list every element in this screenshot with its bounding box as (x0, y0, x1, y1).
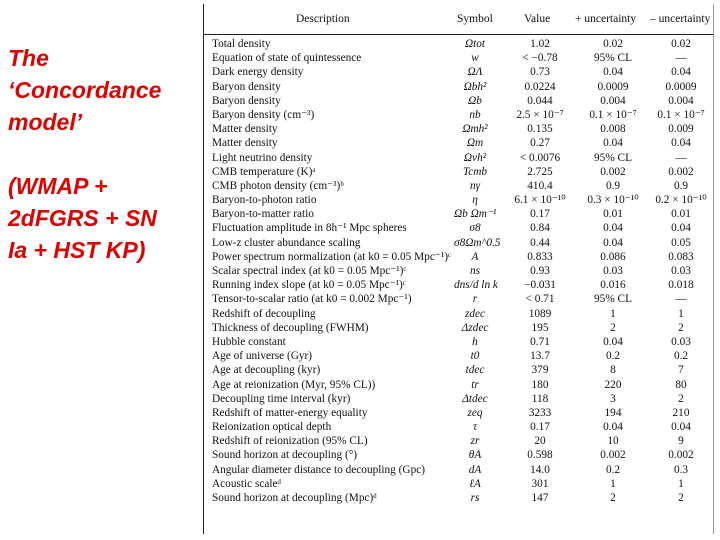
cell-description: Age at decoupling (kyr) (212, 364, 321, 377)
table-row (204, 136, 713, 150)
cell-minus: 0.009 (668, 123, 694, 136)
cell-minus: 0.04 (671, 222, 691, 235)
cell-minus: 0.9 (673, 179, 689, 192)
cell-symbol: Δtdec (462, 392, 488, 405)
table-row (204, 221, 713, 235)
cell-plus: 0.1 × 10⁻⁷ (589, 108, 637, 121)
cell-description: CMB photon density (cm⁻³)ᵇ (212, 179, 344, 192)
cell-symbol: zr (470, 435, 480, 448)
cell-symbol: Δzdec (461, 321, 489, 334)
subtitle-line: 2dFGRS + SN (8, 205, 157, 231)
cell-symbol: Ωb Ωm⁻¹ (454, 208, 497, 221)
cell-value: 0.71 (530, 335, 550, 348)
cell-value: 0.0224 (524, 80, 556, 93)
cell-symbol: dA (468, 463, 482, 476)
cell-description: Redshift of matter-energy equality (212, 406, 368, 419)
table-row (204, 250, 713, 264)
cell-description: Low-z cluster abundance scaling (212, 236, 361, 249)
cell-description: Reionization optical depth (212, 421, 332, 434)
cell-plus: 0.004 (600, 94, 626, 107)
cell-plus: 0.04 (603, 335, 623, 348)
cell-minus: 0.04 (671, 137, 691, 150)
table-row (204, 335, 713, 349)
cell-plus: 2 (610, 492, 616, 504)
cell-minus: 0.2 (673, 350, 689, 363)
cell-description: Matter density (212, 123, 278, 136)
cell-plus: 95% CL (594, 151, 632, 164)
table-row (204, 491, 713, 505)
cell-plus: 95% CL (594, 293, 632, 306)
header-minus-uncertainty: – uncertainty (650, 13, 711, 25)
cell-symbol: Ωtot (464, 38, 486, 50)
cell-minus: 1 (678, 477, 684, 490)
cell-value: 0.84 (530, 222, 550, 235)
cell-minus: 0.03 (671, 265, 691, 277)
cell-value: 0.44 (530, 236, 550, 249)
table-body (204, 37, 713, 505)
cell-minus: 0.3 (673, 463, 689, 476)
cell-description: Thickness of decoupling (FWHM) (212, 321, 369, 334)
cell-plus: 0.02 (603, 38, 623, 50)
table-row (204, 151, 713, 165)
table-row (204, 179, 713, 193)
cell-plus: 0.0009 (597, 80, 629, 93)
cell-plus: 0.002 (600, 165, 626, 178)
cell-description: Power spectrum normalization (at k0 = 0.05 Mpc⁻¹)ᶜ (212, 250, 451, 263)
cell-minus: 0.04 (671, 66, 691, 79)
cell-description: Matter density (212, 137, 278, 150)
cell-plus: 0.086 (600, 250, 626, 263)
cell-description: Hubble constant (212, 335, 286, 348)
cell-description: Fluctuation amplitude in 8h⁻¹ Mpc spheres (212, 222, 407, 235)
header-plus-uncertainty: + uncertainty (575, 13, 637, 25)
cell-plus: 95% CL (594, 52, 632, 65)
cell-minus: 0.04 (671, 421, 691, 434)
table-row (204, 406, 713, 420)
cell-minus: — (675, 151, 687, 164)
cell-symbol: zdec (464, 307, 486, 320)
table-row (204, 463, 713, 477)
cell-description: Sound horizon at decoupling (°) (212, 449, 358, 462)
table-row (204, 65, 713, 79)
cell-description: Baryon density (212, 94, 281, 107)
cell-plus: 0.03 (603, 265, 623, 277)
cell-description: Running index slope (at k0 = 0.05 Mpc⁻¹)ᶜ (212, 279, 406, 292)
cell-minus: 2 (678, 392, 684, 405)
cell-symbol: σ8 (469, 222, 481, 235)
cell-value: 0.73 (530, 66, 550, 79)
cell-value: 2.5 × 10⁻⁷ (516, 108, 564, 121)
cell-symbol: t0 (470, 350, 480, 363)
cell-plus: 0.04 (603, 236, 623, 249)
cell-plus: 3 (610, 392, 616, 405)
cell-minus: 80 (675, 378, 687, 391)
cell-minus: 7 (678, 364, 684, 377)
cell-symbol: ns (469, 265, 481, 277)
cell-plus: 0.016 (600, 279, 626, 292)
cell-description: Age of universe (Gyr) (212, 350, 313, 363)
cell-symbol: zeq (467, 406, 483, 419)
cell-value: 0.17 (530, 208, 550, 221)
table-row (204, 434, 713, 448)
cell-plus: 0.2 (605, 463, 621, 476)
table-row (204, 378, 713, 392)
cell-plus: 2 (610, 321, 616, 334)
cell-description: Redshift of reionization (95% CL) (212, 435, 368, 448)
slide-title (8, 42, 198, 266)
table-row (204, 51, 713, 65)
cell-value: 3233 (528, 406, 552, 419)
cell-description: Decoupling time interval (kyr) (212, 392, 351, 405)
subtitle-line: (WMAP + (8, 173, 108, 199)
cell-plus: 0.9 (605, 179, 621, 192)
title-line: model’ (8, 109, 83, 135)
cell-plus: 0.04 (603, 137, 623, 150)
subtitle-line: Ia + HST KP) (8, 237, 146, 263)
cell-minus: 0.05 (671, 236, 691, 249)
header-description: Description (296, 13, 350, 25)
cell-symbol: Ωmh² (462, 123, 488, 136)
cell-value: 0.598 (527, 449, 553, 462)
cell-minus: 2 (678, 492, 684, 504)
table-row (204, 363, 713, 377)
table-row (204, 264, 713, 278)
cell-value: 0.044 (527, 94, 553, 107)
cell-value: 2.725 (527, 165, 553, 178)
cell-value: 13.7 (530, 350, 550, 363)
cell-value: < 0.0076 (519, 151, 561, 164)
cell-value: 147 (531, 492, 549, 504)
table-row (204, 477, 713, 491)
parameter-table (203, 4, 714, 534)
cell-symbol: Ωνh² (463, 151, 487, 164)
cell-minus: 0.002 (668, 165, 694, 178)
cell-plus: 0.04 (603, 222, 623, 235)
cell-symbol: dns/d ln k (454, 279, 498, 292)
cell-plus: 194 (604, 406, 622, 419)
cell-symbol: nb (469, 108, 481, 121)
cell-minus: 0.083 (668, 250, 694, 263)
table-header (204, 4, 713, 35)
cell-minus: 0.018 (668, 279, 694, 292)
cell-minus: 0.2 × 10⁻¹⁰ (655, 194, 707, 207)
table-row (204, 193, 713, 207)
cell-minus: — (675, 52, 687, 65)
cell-description: Age at reionization (Myr, 95% CL)) (212, 378, 376, 391)
cell-minus: 0.004 (668, 94, 694, 107)
table-row (204, 349, 713, 363)
cell-symbol: tdec (465, 364, 485, 377)
cell-plus: 10 (607, 435, 619, 448)
cell-symbol: rs (470, 492, 480, 504)
cell-plus: 0.01 (603, 208, 623, 221)
cell-minus: 210 (672, 406, 690, 419)
cell-plus: 220 (604, 378, 622, 391)
cell-description: Baryon-to-photon ratio (212, 194, 317, 207)
cell-value: 0.833 (527, 250, 553, 263)
cell-minus: 0.03 (671, 335, 691, 348)
cell-plus: 1 (610, 307, 616, 320)
cell-description: Redshift of decoupling (212, 307, 316, 320)
cell-description: Dark energy density (212, 66, 304, 79)
table-row (204, 420, 713, 434)
cell-plus: 0.008 (600, 123, 626, 136)
cell-symbol: w (471, 52, 479, 65)
cell-minus: 9 (678, 435, 684, 448)
cell-plus: 0.04 (603, 421, 623, 434)
cell-symbol: ℓA (469, 477, 481, 490)
cell-description: Equation of state of quintessence (212, 52, 362, 65)
table-row (204, 392, 713, 406)
cell-value: < −0.78 (522, 52, 558, 65)
table-row (204, 292, 713, 306)
cell-plus: 0.3 × 10⁻¹⁰ (587, 194, 639, 207)
cell-minus: 1 (678, 307, 684, 320)
table-row (204, 165, 713, 179)
cell-value: 6.1 × 10⁻¹⁰ (514, 194, 566, 207)
table-row (204, 207, 713, 221)
cell-value: 20 (534, 435, 546, 448)
title-line: ‘Concordance (8, 77, 162, 103)
cell-value: 195 (531, 321, 549, 334)
cell-value: 301 (531, 477, 549, 490)
cell-symbol: nγ (469, 179, 481, 192)
cell-plus: 1 (610, 477, 616, 490)
cell-value: 14.0 (530, 463, 550, 476)
cell-description: Light neutrino density (212, 151, 313, 164)
cell-symbol: tr (471, 378, 479, 391)
cell-description: Total density (212, 38, 271, 50)
table-row (204, 80, 713, 94)
cell-minus: 2 (678, 321, 684, 334)
cell-symbol: r (472, 293, 478, 306)
cell-symbol: Ωm (466, 137, 484, 150)
cell-plus: 8 (610, 364, 616, 377)
cell-description: CMB temperature (K)ᵃ (212, 165, 316, 178)
cell-value: 0.135 (527, 123, 553, 136)
cell-value: 0.17 (530, 421, 550, 434)
cell-symbol: σ8Ωm^0.5 (454, 236, 501, 249)
cell-minus: — (675, 293, 687, 306)
table-row (204, 37, 713, 51)
cell-value: 1.02 (530, 38, 550, 50)
cell-description: Sound horizon at decoupling (Mpc)ᵈ (212, 492, 377, 504)
table-row (204, 236, 713, 250)
cell-description: Baryon density (212, 80, 281, 93)
cell-description: Tensor-to-scalar ratio (at k0 = 0.002 Mpc⁻¹) (212, 293, 412, 306)
cell-symbol: Tcmb (462, 165, 488, 178)
cell-value: 1089 (528, 307, 552, 320)
cell-value: 379 (531, 364, 549, 377)
cell-minus: 0.002 (668, 449, 694, 462)
cell-description: Scalar spectral index (at k0 = 0.05 Mpc⁻¹)ᶜ (212, 265, 407, 277)
cell-symbol: Ωbh² (463, 80, 487, 93)
table-row (204, 94, 713, 108)
title-line: The (8, 45, 49, 71)
cell-value: 0.27 (530, 137, 550, 150)
cell-description: Angular diameter distance to decoupling (Gpc) (212, 463, 425, 476)
cell-value: < 0.71 (525, 293, 555, 306)
cell-minus: 0.0009 (665, 80, 697, 93)
table-row (204, 307, 713, 321)
cell-plus: 0.2 (605, 350, 621, 363)
table-row (204, 278, 713, 292)
cell-symbol: h (472, 335, 478, 348)
cell-minus: 0.1 × 10⁻⁷ (657, 108, 705, 121)
cell-symbol: η (472, 194, 478, 207)
cell-description: Baryon density (cm⁻³) (212, 108, 315, 121)
table-row (204, 122, 713, 136)
cell-symbol: Ωb (468, 94, 482, 107)
cell-value: 180 (531, 378, 549, 391)
cell-value: −0.031 (524, 279, 556, 292)
cell-symbol: ΩΛ (467, 66, 483, 79)
cell-symbol: θA (468, 449, 482, 462)
table-row (204, 321, 713, 335)
cell-value: 0.93 (530, 265, 550, 277)
table-row (204, 108, 713, 122)
cell-minus: 0.02 (671, 38, 691, 50)
cell-plus: 0.04 (603, 66, 623, 79)
cell-value: 410.4 (527, 179, 553, 192)
cell-value: 118 (531, 392, 549, 405)
cell-description: Acoustic scaleᵈ (212, 477, 282, 490)
header-value: Value (524, 13, 551, 25)
cell-description: Baryon-to-matter ratio (212, 208, 314, 221)
cell-minus: 0.01 (671, 208, 691, 221)
header-symbol: Symbol (457, 13, 493, 25)
cell-symbol: A (471, 250, 479, 263)
table-row (204, 448, 713, 462)
cell-plus: 0.002 (600, 449, 626, 462)
cell-symbol: τ (472, 421, 478, 434)
